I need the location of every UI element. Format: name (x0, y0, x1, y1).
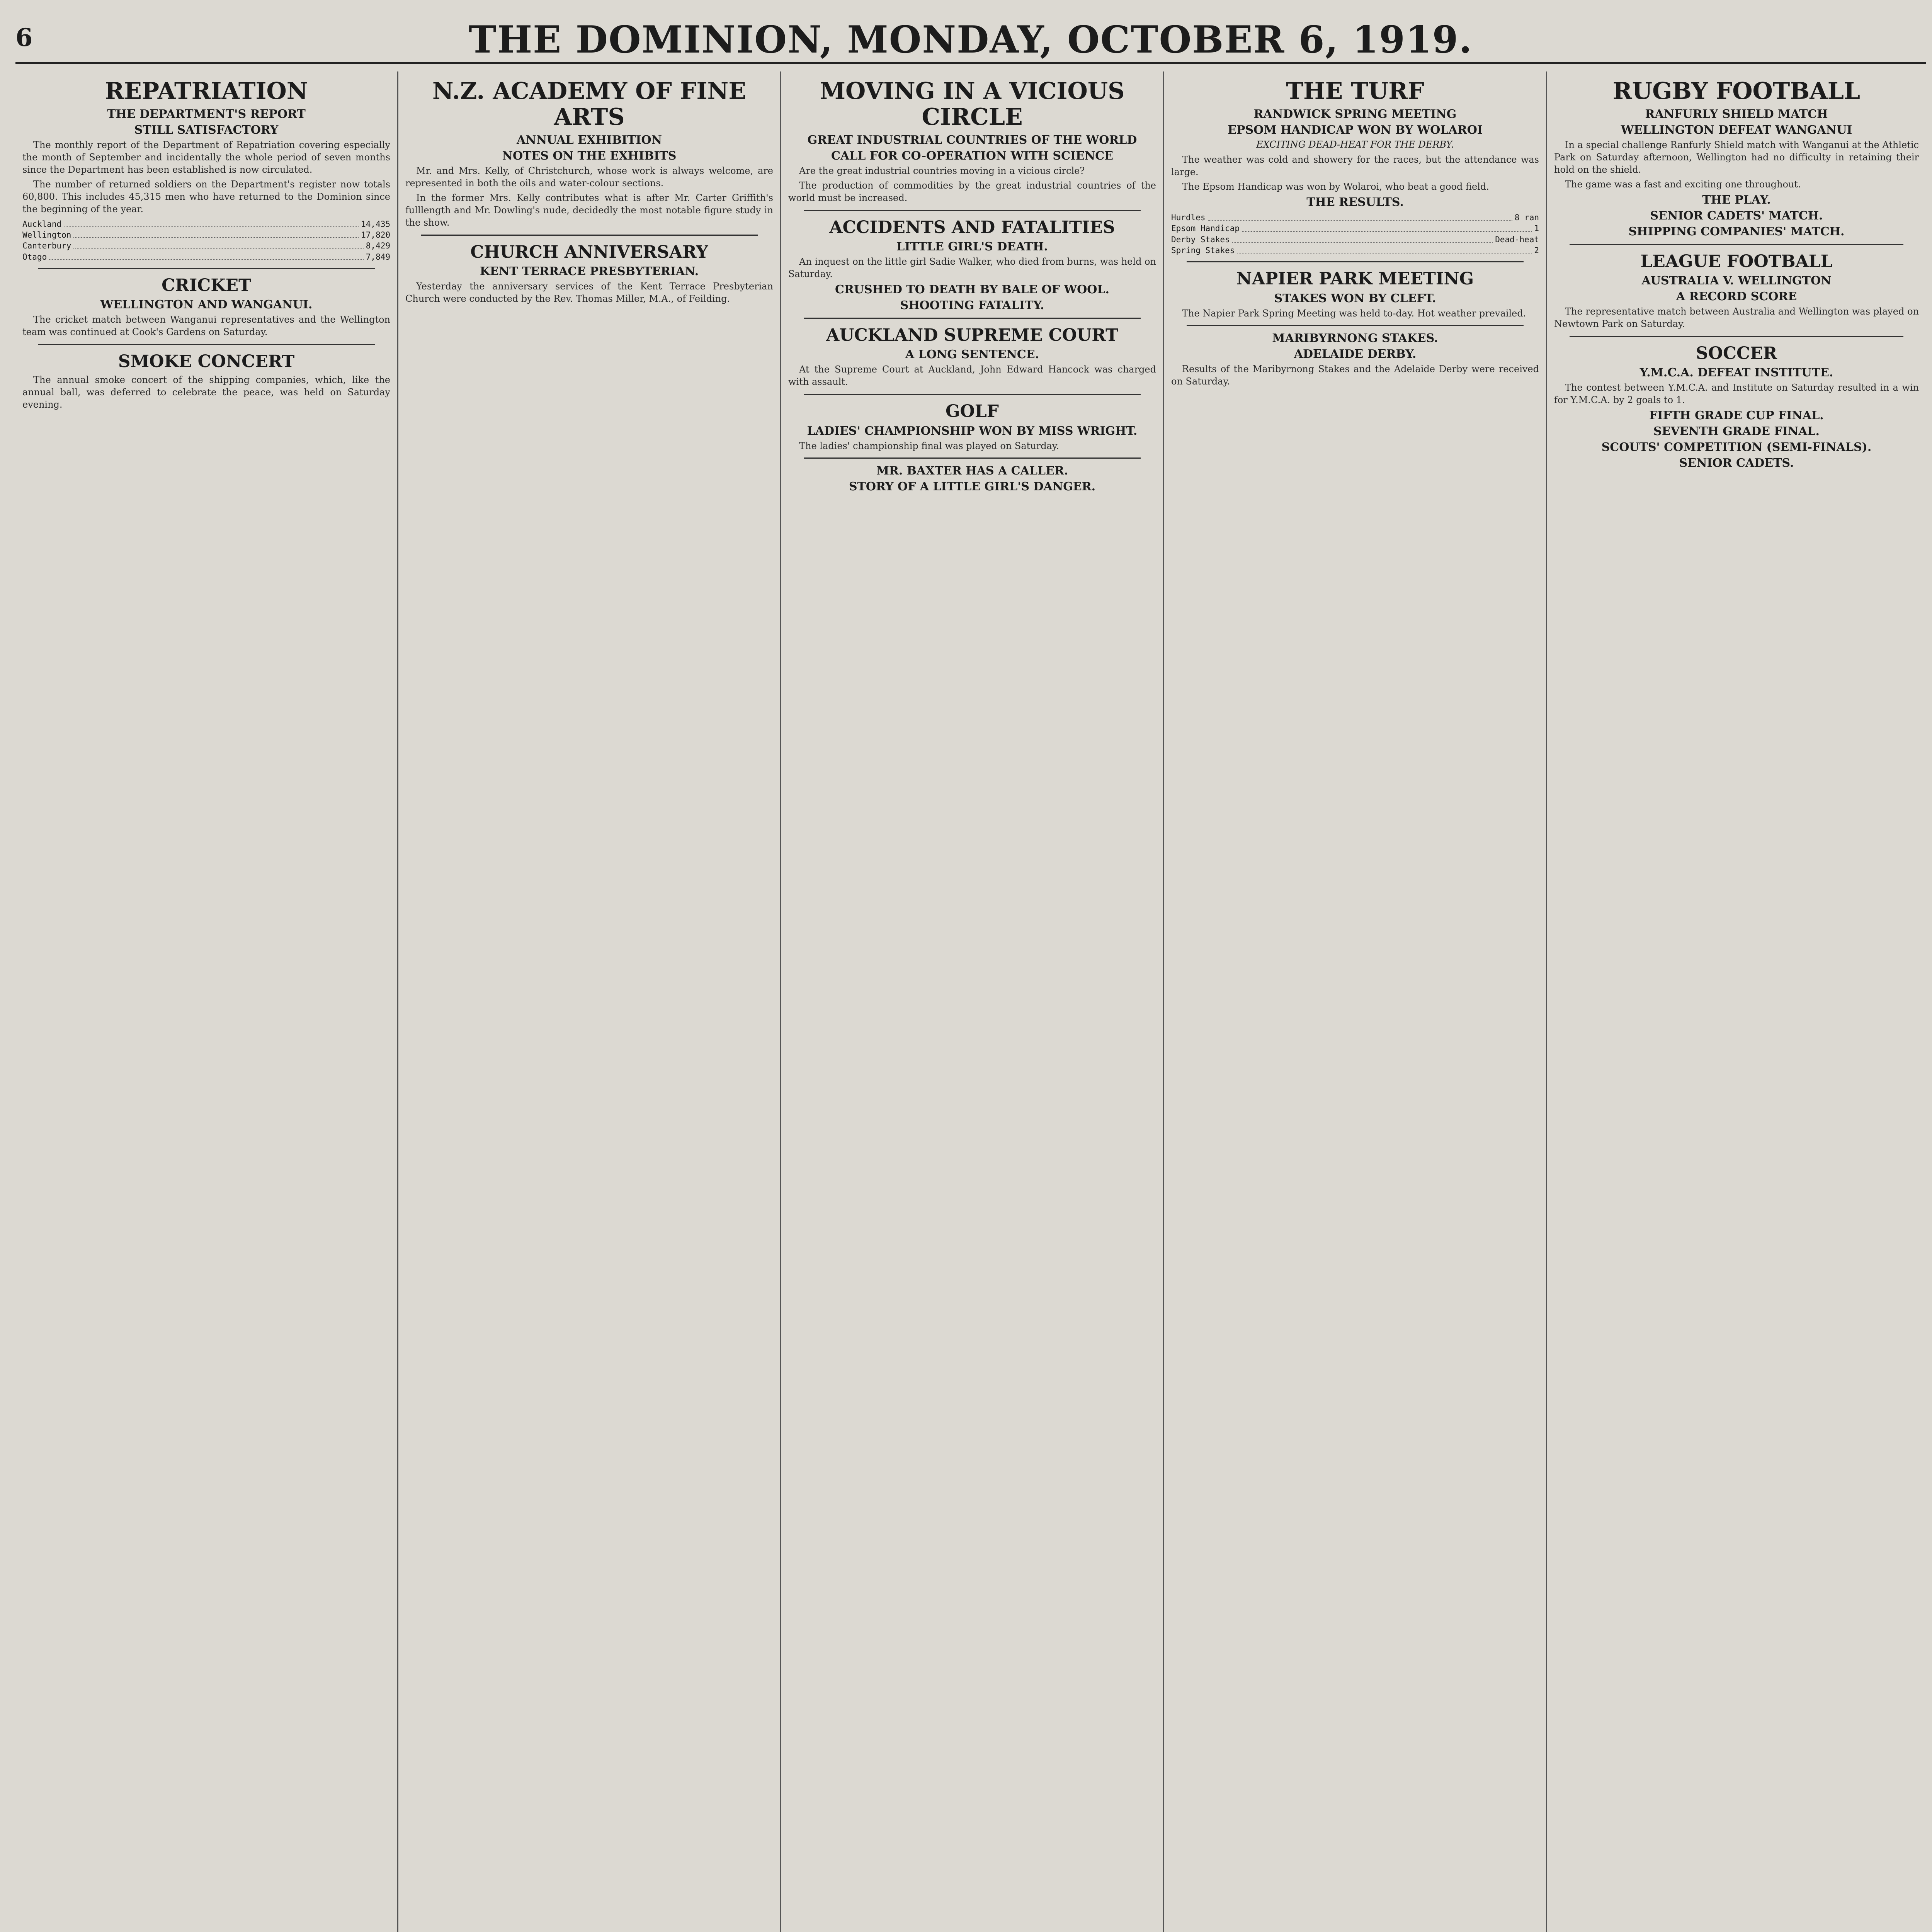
divider (804, 457, 1141, 459)
table-row (1171, 212, 1539, 223)
row-value: 8 ran (1514, 213, 1539, 222)
dot-leader (1232, 234, 1493, 243)
article-paragraph: The Epsom Handicap was won by Wolaroi, who beat a good field. (1182, 181, 1489, 192)
table-row (22, 230, 390, 240)
table-row (1171, 245, 1539, 256)
subheadline: STILL SATISFACTORY (134, 123, 279, 137)
row-value: Dead-heat (1495, 235, 1539, 244)
subheadline: AUSTRALIA V. WELLINGTON (1641, 274, 1832, 288)
subheadline: STORY OF A LITTLE GIRL'S DANGER. (849, 480, 1096, 494)
subheadline: NOTES ON THE EXHIBITS (502, 149, 677, 163)
subheadline: WELLINGTON AND WANGANUI. (100, 298, 313, 312)
headline: SMOKE CONCERT (118, 352, 295, 372)
subheadline: RANFURLY SHIELD MATCH (1645, 107, 1828, 121)
subheadline: A RECORD SCORE (1676, 290, 1797, 304)
article-paragraph: The production of commodities by the great industrial countries of the world must be increased. (788, 180, 1156, 204)
dot-leader (49, 252, 364, 260)
subheadline: SENIOR CADETS' MATCH. (1650, 209, 1823, 223)
divider (804, 210, 1141, 211)
subheadline: THE DEPARTMENT'S REPORT (107, 107, 306, 121)
paper-title: THE DOMINION, MONDAY, OCTOBER 6, 1919. (469, 18, 1473, 61)
subheadline: LADIES' CHAMPIONSHIP WON BY MISS WRIGHT. (807, 424, 1138, 438)
table-row (22, 219, 390, 230)
article-paragraph: An inquest on the little girl Sadie Walker, who died from burns, was held on Saturday. (788, 256, 1156, 280)
article-paragraph: Are the great industrial countries moving in a vicious circle? (799, 165, 1085, 177)
divider (804, 394, 1141, 395)
subheadline: RANDWICK SPRING MEETING (1253, 107, 1457, 121)
column-2 (398, 71, 780, 1932)
headline: MOVING IN A VICIOUS CIRCLE (820, 78, 1125, 131)
article-paragraph: The annual smoke concert of the shipping companies, which, like the annual ball, was deferred to celebrate the peace, was held on Saturday evening. (22, 374, 390, 410)
subheadline: ANNUAL EXHIBITION (517, 133, 662, 147)
subheadline: MARIBYRNONG STAKES. (1272, 332, 1438, 345)
subheadline: THE PLAY. (1702, 193, 1771, 207)
article-paragraph: The number of returned soldiers on the Department's register now totals 60,800. This includes 45,315 men who have returned to the Dominion since the beginning of the year. (22, 179, 390, 214)
headline: ACCIDENTS AND FATALITIES (829, 218, 1115, 238)
article-paragraph: The contest between Y.M.C.A. and Institute on Saturday resulted in a win for Y.M.C.A. by 2 goals to 1. (1554, 382, 1919, 406)
column-3 (781, 71, 1163, 1932)
row-value: 1 (1534, 224, 1539, 233)
subheadline: EPSOM HANDICAP WON BY WOLAROI (1228, 123, 1483, 137)
row-label: Canterbury (22, 241, 71, 251)
row-value: 17,820 (361, 230, 390, 240)
subheadline: MR. BAXTER HAS A CALLER. (876, 464, 1068, 478)
divider (421, 235, 758, 236)
column-1 (15, 71, 397, 1932)
dot-leader (1242, 223, 1532, 231)
divider (38, 344, 375, 345)
subheadline: SENIOR CADETS. (1679, 456, 1794, 470)
subheadline: STAKES WON BY CLEFT. (1274, 291, 1436, 305)
article-paragraph: In the former Mrs. Kelly contributes what is after Mr. Carter Griffith's fulllength and Mr. Dowling's nude, decidedly the most notable figure study in the show. (405, 192, 773, 228)
subheadline: WELLINGTON DEFEAT WANGANUI (1621, 123, 1852, 137)
subheadline: FIFTH GRADE CUP FINAL. (1649, 408, 1824, 422)
headline: AUCKLAND SUPREME COURT (826, 325, 1118, 345)
divider (804, 318, 1141, 319)
article-paragraph: The monthly report of the Department of Repatriation covering especially the month of September and incidentally the whole period of seven months since the Department has been established is now circulated. (22, 139, 390, 175)
subheadline: CALL FOR CO-OPERATION WITH SCIENCE (831, 149, 1114, 163)
headline: RUGBY FOOTBALL (1612, 78, 1861, 105)
dot-leader (1237, 245, 1532, 253)
divider (38, 268, 375, 269)
subheadline: Y.M.C.A. DEFEAT INSTITUTE. (1639, 366, 1833, 380)
dot-leader (64, 219, 359, 227)
dot-leader (73, 230, 359, 238)
divider (1187, 325, 1524, 326)
headline: CRICKET (162, 276, 251, 295)
subheadline: A LONG SENTENCE. (905, 348, 1039, 362)
row-value: 7,849 (366, 252, 390, 262)
masthead (15, 15, 1926, 64)
table-row (22, 240, 390, 251)
article-paragraph: Yesterday the anniversary services of the Kent Terrace Presbyterian Church were conducted by the Rev. Thomas Miller, M.A., of Feilding. (405, 281, 773, 304)
article-paragraph: At the Supreme Court at Auckland, John Edward Hancock was charged with assault. (788, 364, 1156, 388)
row-value: 14,435 (361, 219, 390, 229)
table-row (1171, 223, 1539, 234)
article-paragraph: The game was a fast and exciting one throughout. (1565, 179, 1801, 190)
article-paragraph: The ladies' championship final was played on Saturday. (799, 440, 1059, 451)
article-paragraph: The cricket match between Wanganui representatives and the Wellington team was continued at Cook's Gardens on Saturday. (22, 314, 390, 338)
subheadline: GREAT INDUSTRIAL COUNTRIES OF THE WORLD (807, 133, 1137, 147)
article-paragraph: The representative match between Australia and Wellington was played on Newtown Park on Saturday. (1554, 306, 1919, 329)
subheadline: SCOUTS' COMPETITION (SEMI-FINALS). (1601, 440, 1872, 454)
subheadline: KENT TERRACE PRESBYTERIAN. (480, 265, 699, 279)
headline: REPATRIATION (105, 78, 308, 105)
row-value: 8,429 (366, 241, 390, 251)
article-paragraph: Results of the Maribyrnong Stakes and the Adelaide Derby were received on Saturday. (1171, 364, 1539, 387)
row-label: Epsom Handicap (1171, 224, 1240, 233)
divider (1187, 261, 1524, 262)
row-label: Otago (22, 252, 47, 262)
results-title: THE RESULTS. (1306, 195, 1404, 209)
subheadline: SEVENTH GRADE FINAL. (1653, 424, 1820, 438)
headline: SOCCER (1696, 343, 1777, 363)
subheadline: SHIPPING COMPANIES' MATCH. (1628, 224, 1845, 238)
column-area (15, 71, 1926, 1932)
column-5 (1547, 71, 1926, 1932)
article-paragraph: In a special challenge Ranfurly Shield match with Wanganui at the Athletic Park on Saturday afternoon, Wellington had no difficulty in retaining their hold on the shield. (1554, 139, 1919, 175)
row-value: 2 (1534, 245, 1539, 255)
column-4 (1164, 71, 1546, 1932)
headline: GOLF (945, 401, 999, 422)
subheadline: EXCITING DEAD-HEAT FOR THE DERBY. (1256, 139, 1454, 150)
headline: NAPIER PARK MEETING (1236, 269, 1474, 289)
article-paragraph: The Napier Park Spring Meeting was held to-day. Hot weather prevailed. (1182, 308, 1526, 319)
row-label: Auckland (22, 219, 62, 229)
article-paragraph: The weather was cold and showery for the races, but the attendance was large. (1171, 154, 1539, 178)
divider (1570, 336, 1903, 337)
divider (1570, 244, 1903, 245)
row-label: Spring Stakes (1171, 245, 1235, 255)
headline: LEAGUE FOOTBALL (1640, 251, 1833, 271)
subheadline: CRUSHED TO DEATH BY BALE OF WOOL. (835, 283, 1109, 297)
article-paragraph: Mr. and Mrs. Kelly, of Christchurch, whose work is always welcome, are represented in both the oils and water-colour sections. (405, 165, 773, 189)
subheadline: LITTLE GIRL'S DEATH. (896, 240, 1048, 254)
table-row (1171, 234, 1539, 245)
subheadline: SHOOTING FATALITY. (900, 299, 1044, 313)
results-table (1171, 212, 1539, 256)
row-label: Wellington (22, 230, 71, 240)
headline: THE TURF (1286, 78, 1424, 105)
headline: CHURCH ANNIVERSARY (470, 242, 708, 262)
results-table (22, 219, 390, 262)
row-label: Hurdles (1171, 213, 1206, 222)
dot-leader (1208, 212, 1512, 221)
headline: N.Z. ACADEMY OF FINE ARTS (432, 78, 747, 131)
page-number: 6 (15, 23, 33, 52)
subheadline: ADELAIDE DERBY. (1294, 347, 1417, 361)
table-row (22, 252, 390, 262)
dot-leader (73, 240, 363, 249)
row-label: Derby Stakes (1171, 235, 1230, 244)
